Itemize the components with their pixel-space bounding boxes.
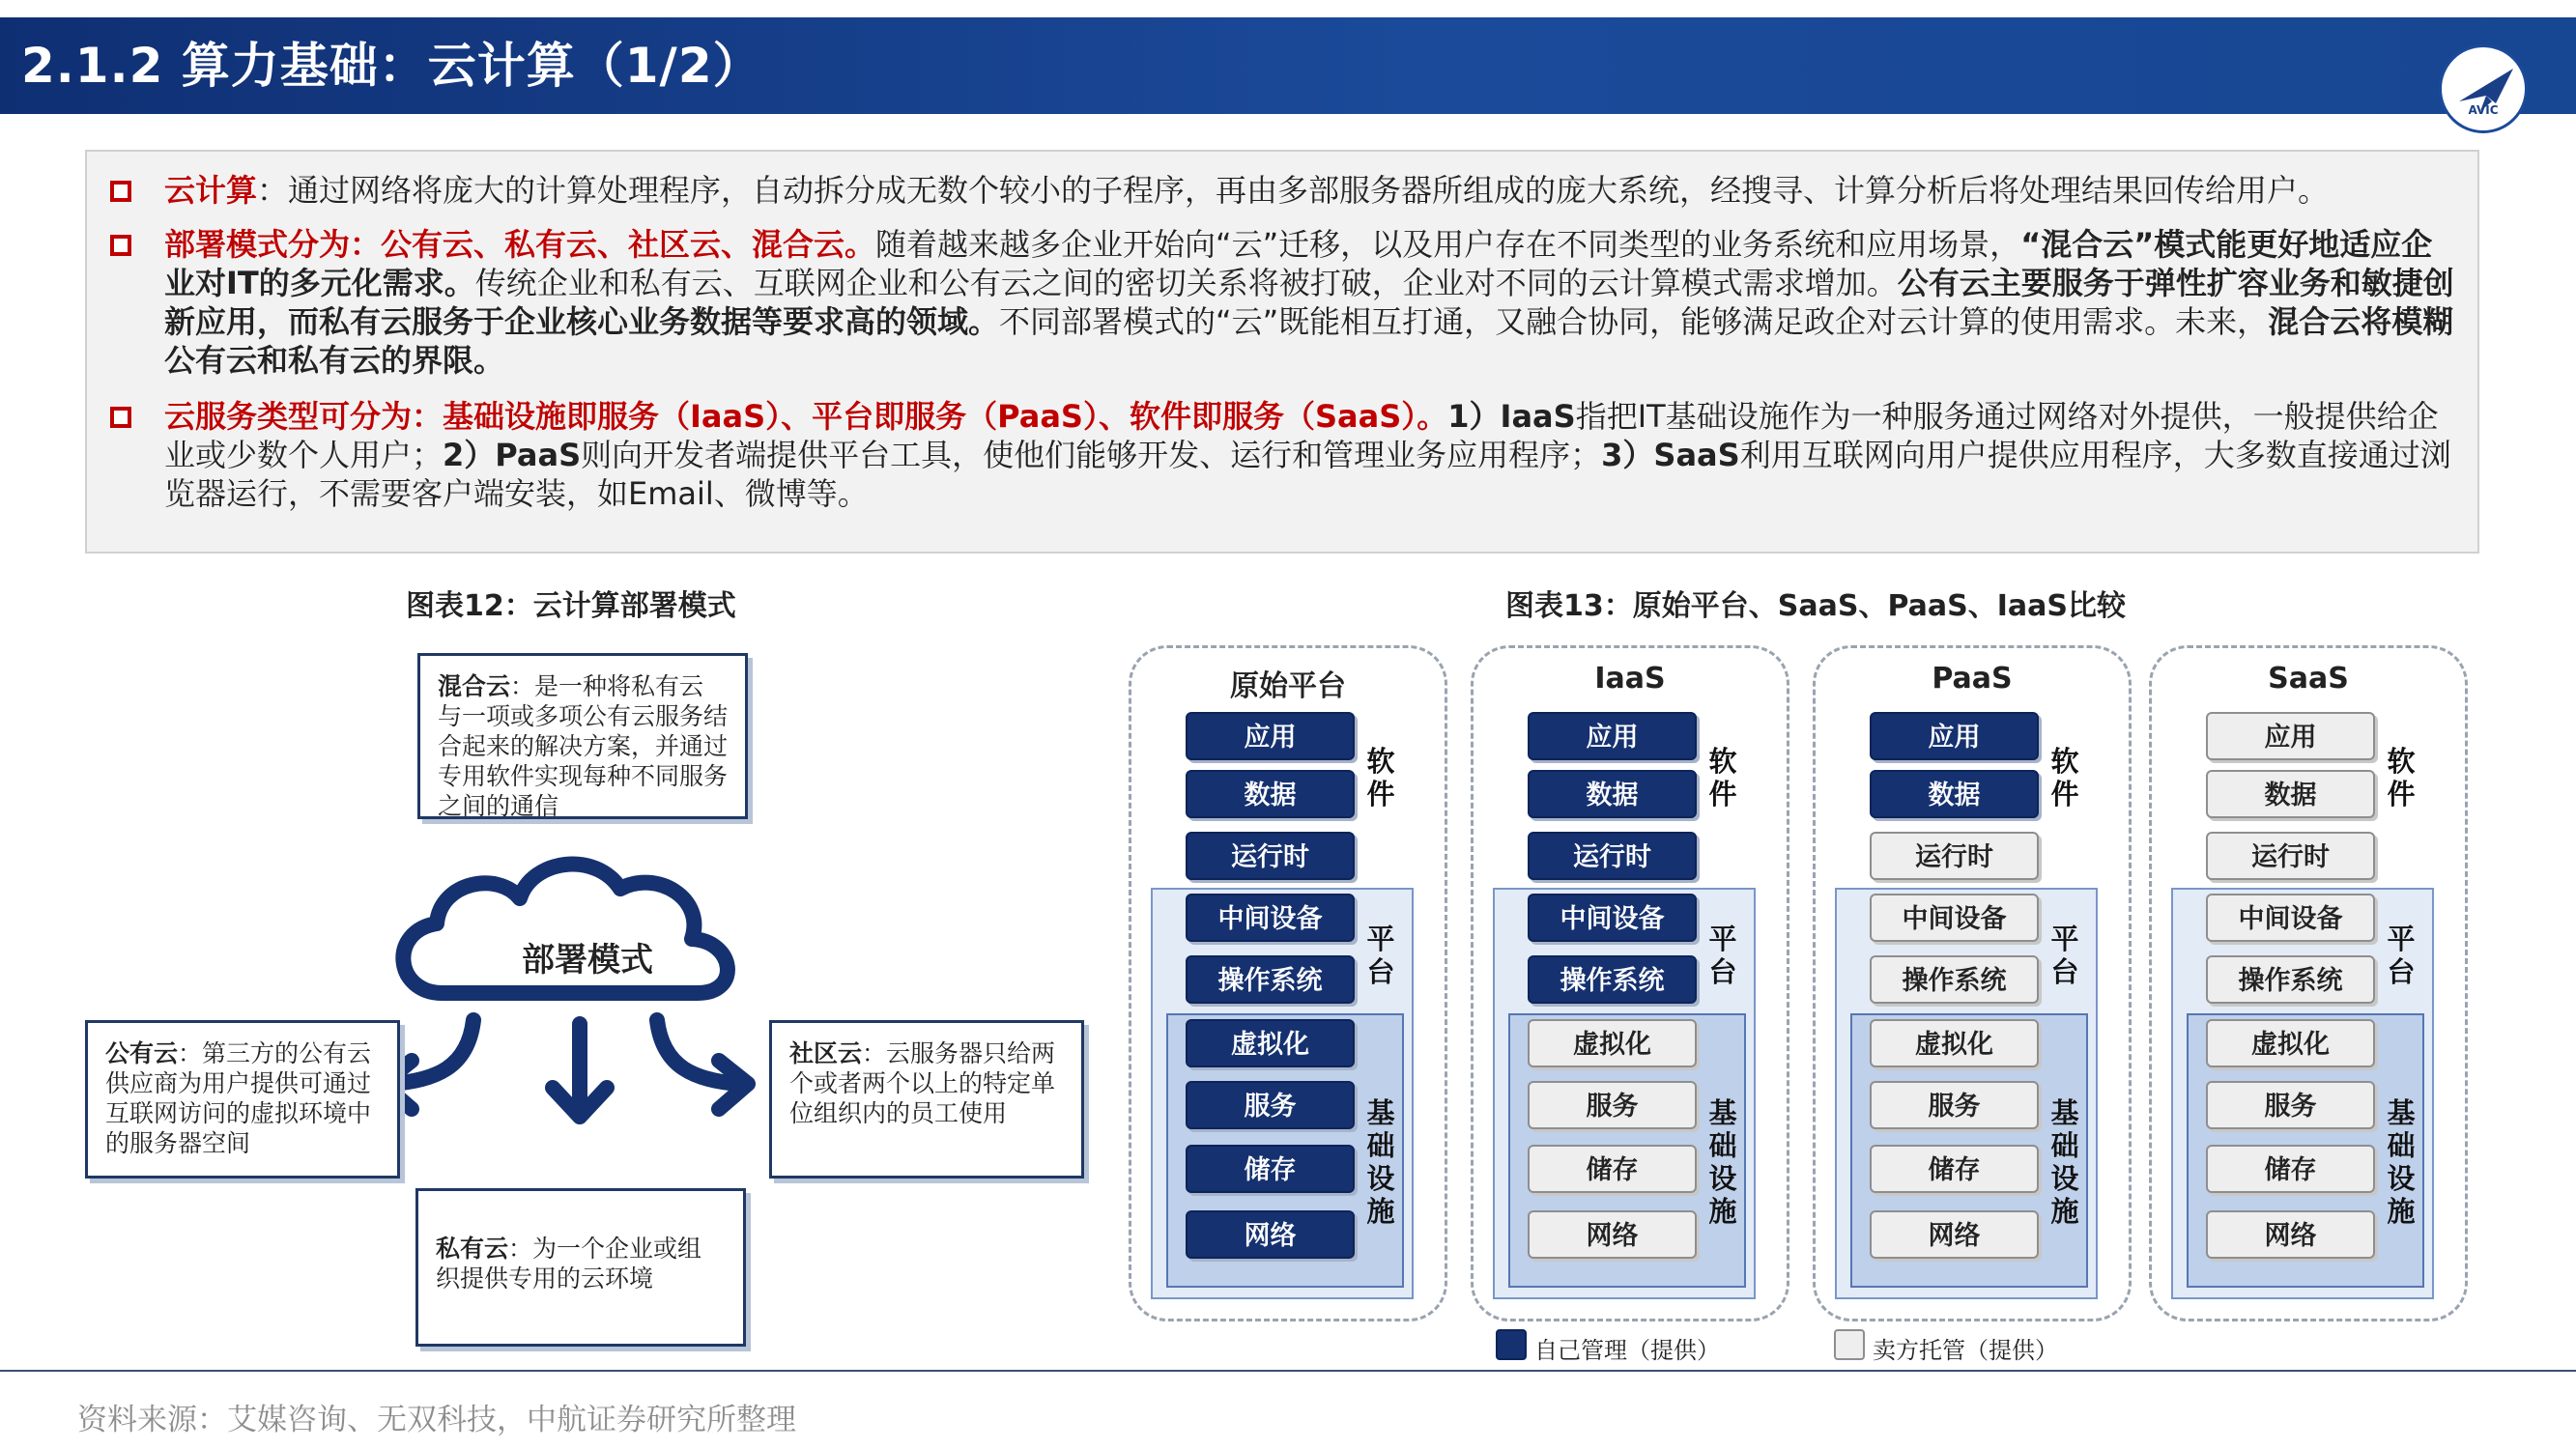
layer-servers: 服务 xyxy=(1870,1081,2039,1129)
layer-networking: 网络 xyxy=(2206,1210,2375,1259)
layer-os: 操作系统 xyxy=(1186,955,1355,1004)
column-title: PaaS xyxy=(1932,662,2013,696)
layer-middleware: 中间设备 xyxy=(2206,894,2375,942)
box-key: 公有云 xyxy=(105,1039,179,1067)
bullet-icon xyxy=(110,235,131,256)
private-cloud-box xyxy=(415,1188,746,1347)
layer-application: 应用 xyxy=(2206,712,2375,760)
layer-virtualization: 虚拟化 xyxy=(1528,1019,1697,1067)
para-bold: 公有云主要服务于弹性扩容业务和敏捷创新应用，而私有云服务于企业核心业务数据等要求高的领域。 xyxy=(164,265,2454,340)
para-bold: 3）SaaS xyxy=(1601,437,1740,473)
layer-application: 应用 xyxy=(1870,712,2039,760)
layer-networking: 网络 xyxy=(1186,1210,1355,1259)
platform-label: 平台 xyxy=(2387,923,2416,988)
para-bold: 1）IaaS xyxy=(1447,398,1576,435)
layer-application: 应用 xyxy=(1186,712,1355,760)
community-cloud-box xyxy=(769,1020,1084,1179)
bullet-icon xyxy=(110,181,131,202)
infrastructure-label: 基础设施 xyxy=(2387,1096,2416,1228)
cloud-icon xyxy=(367,831,812,1150)
layer-storage: 储存 xyxy=(2206,1145,2375,1193)
platform-label: 平台 xyxy=(1708,923,1737,988)
para-deployment xyxy=(164,225,2454,380)
intro-box xyxy=(85,150,2479,554)
layer-os: 操作系统 xyxy=(1528,955,1697,1004)
platform-label: 平台 xyxy=(2050,923,2079,988)
box-text: ：云服务器只给两个或者两个以上的特定单位组织内的员工使用 xyxy=(789,1039,1056,1127)
layer-networking: 网络 xyxy=(1870,1210,2039,1259)
para-lead: 部署模式分为：公有云、私有云、社区云、混合云。 xyxy=(164,226,876,263)
layer-middleware: 中间设备 xyxy=(1870,894,2039,942)
layer-runtime: 运行时 xyxy=(1186,832,1355,880)
stack-column-原始平台 xyxy=(1129,645,1447,1321)
layer-data: 数据 xyxy=(1870,770,2039,818)
layer-virtualization: 虚拟化 xyxy=(1186,1019,1355,1067)
layer-os: 操作系统 xyxy=(2206,955,2375,1004)
layer-storage: 储存 xyxy=(1528,1145,1697,1193)
legend-vendor-label: 卖方托管（提供） xyxy=(1873,1337,2058,1364)
para-lead: 云计算 xyxy=(164,172,258,209)
layer-storage: 储存 xyxy=(1870,1145,2039,1193)
software-label: 软件 xyxy=(1366,745,1395,810)
box-text: ：第三方的公有云供应商为用户提供可通过互联网访问的虚拟环境中的服务器空间 xyxy=(105,1039,372,1157)
para-service-types xyxy=(164,397,2454,513)
source-note: 资料来源：艾媒咨询、无双科技，中航证券研究所整理 xyxy=(77,1403,796,1437)
layer-runtime: 运行时 xyxy=(1870,832,2039,880)
stack-column-iaas xyxy=(1471,645,1789,1321)
legend-self-label: 自己管理（提供） xyxy=(1534,1337,1720,1364)
box-key: 私有云 xyxy=(436,1235,509,1263)
stack-column-saas xyxy=(2149,645,2468,1321)
page-title: 2.1.2 算力基础：云计算（1/2） xyxy=(21,38,762,94)
para-text: 传统企业和私有云、互联网企业和公有云之间的密切关系将被打破，企业对不同的云计算模式需求增加。 xyxy=(474,265,1898,301)
para-bold: “混合云”模式能更好地适应企业对IT的多元化需求。 xyxy=(164,226,2433,301)
para-text: 随着越来越多企业开始向“云”迁移，以及用户存在不同类型的业务系统和应用场景， xyxy=(875,226,2021,263)
layer-storage: 储存 xyxy=(1186,1145,1355,1193)
layer-servers: 服务 xyxy=(2206,1081,2375,1129)
column-title: SaaS xyxy=(2268,662,2349,696)
box-key: 社区云 xyxy=(789,1039,863,1067)
layer-runtime: 运行时 xyxy=(2206,832,2375,880)
legend-vendor-swatch xyxy=(1834,1329,1865,1360)
para-cloud-computing xyxy=(164,171,2454,210)
layer-middleware: 中间设备 xyxy=(1186,894,1355,942)
infrastructure-label: 基础设施 xyxy=(1366,1096,1395,1228)
layer-data: 数据 xyxy=(1528,770,1697,818)
deployment-mode-label: 部署模式 xyxy=(522,941,653,980)
layer-data: 数据 xyxy=(2206,770,2375,818)
hybrid-cloud-box xyxy=(417,653,748,819)
para-lead: 云服务类型可分为：基础设施即服务（IaaS）、平台即服务（PaaS）、软件即服务（SaaS）。 xyxy=(164,398,1448,435)
software-label: 软件 xyxy=(2387,745,2416,810)
box-key: 混合云 xyxy=(438,672,511,700)
layer-servers: 服务 xyxy=(1528,1081,1697,1129)
box-text: ：是一种将私有云与一项或多项公有云服务结合起来的解决方案，并通过专用软件实现每种不同服务之间的通信 xyxy=(438,672,729,820)
title-bar xyxy=(0,17,2576,117)
layer-middleware: 中间设备 xyxy=(1528,894,1697,942)
software-label: 软件 xyxy=(1708,745,1737,810)
platform-label: 平台 xyxy=(1366,923,1395,988)
infrastructure-label: 基础设施 xyxy=(2050,1096,2079,1228)
column-title: 原始平台 xyxy=(1230,669,1346,703)
fig12-caption: 图表12：云计算部署模式 xyxy=(406,589,736,623)
bullet-icon xyxy=(110,407,131,428)
para-text: 利用互联网向用户提供应用程序，大多数直接通过浏览器运行，不需要客户端安装，如Email、微博等。 xyxy=(164,437,2451,512)
plane-icon xyxy=(2442,47,2531,136)
layer-runtime: 运行时 xyxy=(1528,832,1697,880)
box-text: ：为一个企业或组织提供专用的云环境 xyxy=(436,1235,702,1293)
logo-text: AVIC xyxy=(2468,103,2499,117)
footer-divider xyxy=(0,1370,2576,1372)
software-label: 软件 xyxy=(2050,745,2079,810)
stack-column-paas xyxy=(1813,645,2132,1321)
layer-networking: 网络 xyxy=(1528,1210,1697,1259)
column-title: IaaS xyxy=(1594,662,1666,696)
layer-virtualization: 虚拟化 xyxy=(2206,1019,2375,1067)
layer-servers: 服务 xyxy=(1186,1081,1355,1129)
layer-data: 数据 xyxy=(1186,770,1355,818)
para-text: ：通过网络将庞大的计算处理程序，自动拆分成无数个较小的子程序，再由多部服务器所组成的庞大系统，经搜寻、计算分析后将处理结果回传给用户。 xyxy=(257,172,2330,209)
infrastructure-label: 基础设施 xyxy=(1708,1096,1737,1228)
para-text: 不同部署模式的“云”既能相互打通，又融合协同，能够满足政企对云计算的使用需求。未来， xyxy=(999,303,2269,340)
para-text: 则向开发者端提供平台工具，使他们能够开发、运行和管理业务应用程序； xyxy=(581,437,1602,473)
legend-self-swatch xyxy=(1496,1329,1527,1360)
para-text: 指把IT基础设施作为一种服务通过网络对外提供，一般提供给企业或少数个人用户； xyxy=(164,398,2439,473)
layer-application: 应用 xyxy=(1528,712,1697,760)
para-bold: 2）PaaS xyxy=(443,437,582,473)
para-bold: 混合云将模糊公有云和私有云的界限。 xyxy=(164,303,2454,379)
fig13-caption: 图表13：原始平台、SaaS、PaaS、IaaS比较 xyxy=(1505,589,2126,623)
layer-os: 操作系统 xyxy=(1870,955,2039,1004)
avic-logo xyxy=(2439,44,2528,133)
layer-virtualization: 虚拟化 xyxy=(1870,1019,2039,1067)
public-cloud-box xyxy=(85,1020,400,1179)
